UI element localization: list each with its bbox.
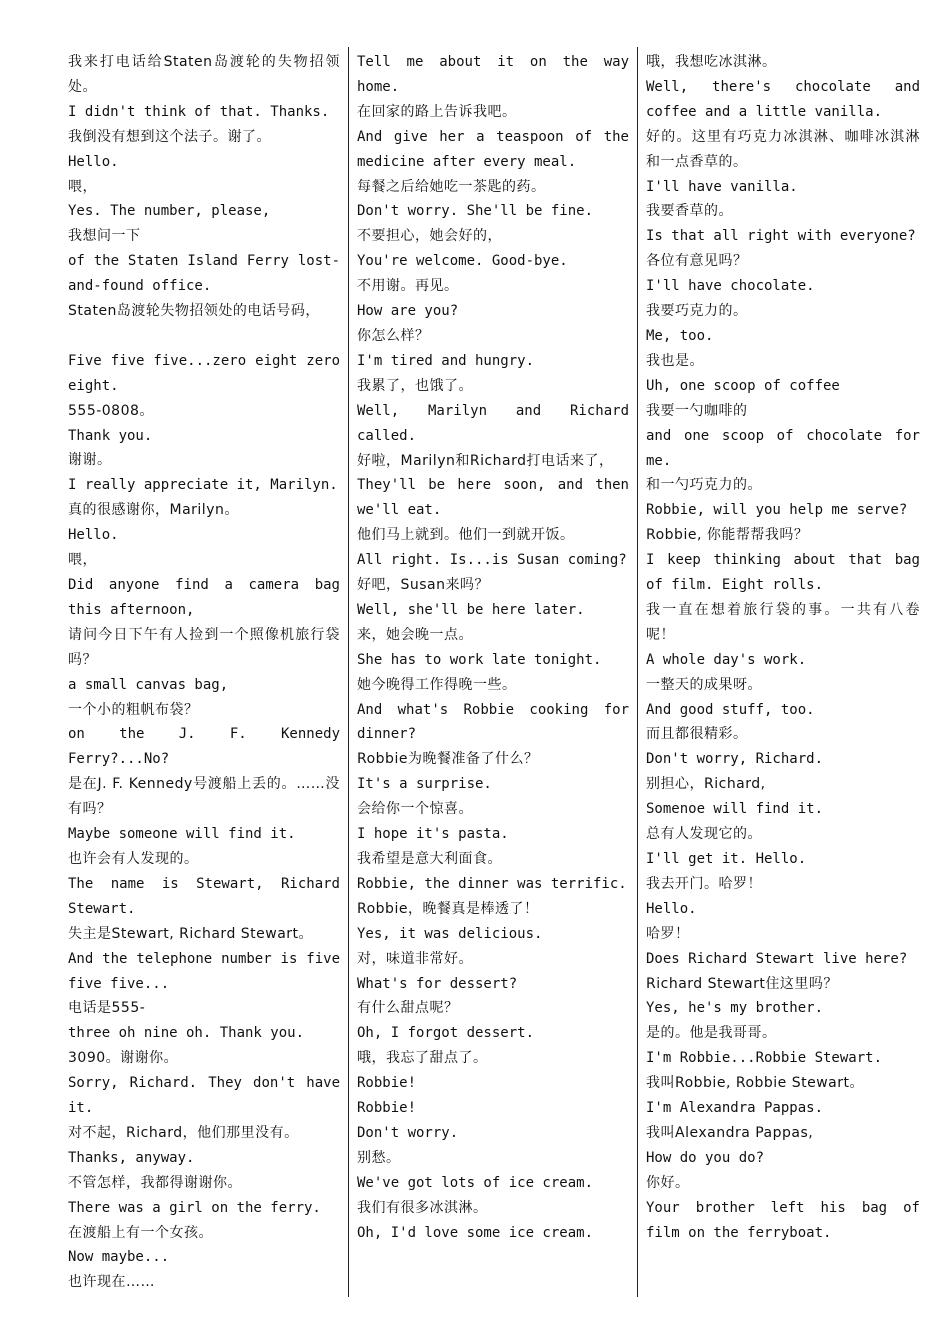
dialogue-line: Robbie, the dinner was terrific. (357, 875, 627, 892)
dialogue-line: 谢谢。 (68, 452, 112, 469)
dialogue-line: 我叫Alexandra Pappas, (646, 1124, 814, 1141)
dialogue-line: Sorry, Richard. They don't have it. (68, 1075, 340, 1117)
dialogue-line: 你怎么样？ (357, 327, 430, 344)
dialogue-line (68, 324, 340, 349)
dialogue-line: And what's Robbie cooking for dinner? (357, 701, 629, 743)
dialogue-line: Well, Marilyn and Richard called. (357, 402, 629, 444)
dialogue-line: Robbie! (357, 1075, 417, 1092)
dialogue-line: Hello. (68, 527, 119, 544)
dialogue-line: 每餐之后给她吃一茶匙的药。 (357, 178, 546, 195)
dialogue-line: 你好。 (646, 1174, 690, 1191)
dialogue-line: 一个小的粗帆布袋？ (68, 701, 199, 718)
dialogue-line: And give her a teaspoon of the medicine after every meal. (357, 128, 629, 170)
dialogue-line: I'm Robbie...Robbie Stewart. (646, 1050, 883, 1067)
dialogue-line: 555-0808。 (68, 402, 154, 419)
dialogue-line: 对不起，Richard，他们那里没有。 (68, 1124, 299, 1141)
dialogue-line: on the J. F. Kennedy Ferry?...No? (68, 726, 340, 768)
dialogue-line: 我要巧克力的。 (646, 303, 748, 320)
document-page (60, 47, 926, 1297)
dialogue-line: Oh, I forgot dessert. (357, 1025, 535, 1042)
dialogue-line: 她今晚得工作得晚一些。 (357, 676, 517, 693)
dialogue-line: Thanks, anyway. (68, 1149, 195, 1166)
dialogue-line: Hello. (68, 153, 119, 170)
dialogue-line: Somenoe will find it. (646, 801, 824, 818)
dialogue-line: 电话是555- (68, 1000, 146, 1017)
dialogue-line: 我一直在想着旅行袋的事。一共有八卷呢！ (646, 601, 920, 643)
dialogue-line: 而且都很精彩。 (646, 726, 748, 743)
dialogue-line: 我累了，也饿了。 (357, 377, 473, 394)
dialogue-line: She has to work late tonight. (357, 651, 602, 668)
dialogue-line: You're welcome. Good-bye. (357, 253, 568, 270)
dialogue-line: Well, she'll be here later. (357, 601, 585, 618)
dialogue-line: 在回家的路上告诉我吧。 (357, 103, 517, 120)
dialogue-line: Does Richard Stewart live here? (646, 950, 908, 967)
dialogue-line: 哦，我忘了甜点了。 (357, 1050, 488, 1067)
dialogue-line: The name is Stewart, Richard Stewart. (68, 875, 340, 917)
dialogue-line: 不管怎样，我都得谢谢你。 (68, 1174, 242, 1191)
dialogue-line: 哦，我想吃冰淇淋。 (646, 54, 777, 70)
dialogue-line: a small canvas bag, (68, 676, 229, 693)
dialogue-line: 不用谢。再见。 (357, 278, 459, 295)
dialogue-line: Did anyone find a camera bag this afternoon, (68, 577, 340, 618)
text-column-2 (349, 47, 638, 1297)
dialogue-line: 喂， (68, 552, 97, 569)
dialogue-line: Maybe someone will find it. (68, 826, 296, 843)
dialogue-line: Hello. (646, 900, 697, 917)
dialogue-line: 请问今日下午有人捡到一个照像机旅行袋吗？ (68, 626, 340, 668)
dialogue-line: Don't worry, Richard. (646, 751, 824, 768)
dialogue-line: Don't worry. (357, 1124, 459, 1141)
dialogue-line: Now maybe... (68, 1249, 170, 1266)
dialogue-line: How are you? (357, 303, 459, 320)
dialogue-line: Robbie! (357, 1100, 417, 1117)
dialogue-line: 好吧，Susan来吗？ (357, 577, 490, 594)
dialogue-line: 也许会有人发现的。 (68, 850, 199, 867)
dialogue-line: 3090。谢谢你。 (68, 1050, 179, 1067)
dialogue-line: It's a surprise. (357, 776, 492, 793)
dialogue-line: There was a girl on the ferry. (68, 1199, 321, 1216)
dialogue-line: 和一勺巧克力的。 (646, 477, 762, 494)
dialogue-line: 我也是。 (646, 352, 704, 369)
dialogue-line: Me, too. (646, 327, 714, 344)
dialogue-line: Robbie, will you help me serve? (646, 502, 908, 519)
dialogue-line: 也许现在…… (68, 1274, 155, 1291)
dialogue-line: 哈罗！ (646, 925, 690, 942)
dialogue-line: 是在J. F. Kennedy号渡船上丢的。……没有吗？ (68, 776, 340, 818)
dialogue-line: 我要香草的。 (646, 203, 733, 220)
dialogue-line: What's for dessert? (357, 975, 518, 992)
dialogue-line: I hope it's pasta. (357, 826, 509, 843)
dialogue-line: How do you do? (646, 1149, 765, 1166)
dialogue-line: 好的。这里有巧克力冰淇淋、咖啡冰淇淋和一点香草的。 (646, 128, 920, 170)
text-column-3 (638, 47, 926, 1297)
dialogue-line: I'm tired and hungry. (357, 352, 535, 369)
dialogue-line: Yes, it was delicious. (357, 925, 543, 942)
dialogue-line: Yes. The number, please, (68, 203, 271, 220)
dialogue-line: We've got lots of ice cream. (357, 1174, 594, 1191)
dialogue-line: 来，她会晚一点。 (357, 626, 473, 643)
dialogue-line: And the telephone number is five five five... (68, 950, 340, 992)
dialogue-line: 总有人发现它的。 (646, 826, 762, 843)
dialogue-line: I'll have chocolate. (646, 278, 815, 295)
dialogue-line: 真的很感谢你，Marilyn。 (68, 502, 239, 519)
dialogue-line: Well, there's chocolate and coffee and a little vanilla. (646, 78, 920, 120)
dialogue-line: I'm Alexandra Pappas. (646, 1100, 824, 1117)
dialogue-line: Oh, I'd love some ice cream. (357, 1224, 594, 1241)
dialogue-line: Uh, one scoop of coffee (646, 377, 840, 394)
dialogue-line: 好啦，Marilyn和Richard打电话来了， (357, 452, 614, 469)
dialogue-line: I really appreciate it, Marilyn. (68, 477, 338, 494)
dialogue-line: All right. Is...is Susan coming? (357, 552, 627, 569)
dialogue-line: three oh nine oh. Thank you. (68, 1025, 305, 1042)
dialogue-line: Robbie为晚餐准备了什么？ (357, 751, 539, 768)
dialogue-line: 我去开门。哈罗！ (646, 875, 762, 892)
dialogue-line: 他们马上就到。他们一到就开饭。 (357, 527, 575, 544)
dialogue-line: 我倒没有想到这个法子。谢了。 (68, 128, 271, 145)
dialogue-line: Your brother left his bag of film on the ferryboat. (646, 1199, 920, 1241)
dialogue-line: 在渡船上有一个女孩。 (68, 1224, 213, 1241)
dialogue-line: I didn't think of that. Thanks. (68, 103, 330, 120)
dialogue-line: 失主是Stewart, Richard Stewart。 (68, 925, 314, 942)
dialogue-line: Richard Stewart住这里吗？ (646, 975, 838, 992)
dialogue-line: Robbie, 你能帮帮我吗？ (646, 527, 809, 544)
dialogue-line: 我叫Robbie, Robbie Stewart。 (646, 1075, 864, 1092)
dialogue-line: and one scoop of chocolate for me. (646, 427, 920, 469)
dialogue-line: 喂， (68, 178, 97, 195)
text-column-1 (60, 47, 349, 1297)
dialogue-line: Don't worry. She'll be fine. (357, 203, 594, 220)
dialogue-line: of the Staten Island Ferry lost-and-found office. (68, 253, 340, 295)
dialogue-line: 有什么甜点呢？ (357, 1000, 459, 1017)
dialogue-line: 不要担心，她会好的， (357, 228, 502, 245)
dialogue-line: Tell me about it on the way home. (357, 54, 629, 95)
dialogue-line: 一整天的成果呀。 (646, 676, 762, 693)
dialogue-line: 是的。他是我哥哥。 (646, 1025, 777, 1042)
dialogue-line: 我希望是意大利面食。 (357, 851, 502, 867)
dialogue-line: I keep thinking about that bag of film. Eight rolls. (646, 552, 920, 594)
dialogue-line: I'll have vanilla. (646, 178, 798, 195)
dialogue-line: 各位有意见吗？ (646, 253, 748, 270)
dialogue-line: 我们有很多冰淇淋。 (357, 1199, 488, 1216)
dialogue-line: 别担心，Richard, (646, 776, 766, 793)
dialogue-line: 会给你一个惊喜。 (357, 801, 473, 818)
dialogue-line: Five five five...zero eight zero eight. (68, 352, 340, 394)
dialogue-line: And good stuff, too. (646, 701, 815, 718)
dialogue-line: 对，味道非常好。 (357, 950, 473, 967)
dialogue-line: Is that all right with everyone? (646, 228, 916, 245)
dialogue-line: They'll be here soon, and then we'll eat. (357, 477, 629, 519)
dialogue-line: Thank you. (68, 427, 153, 444)
dialogue-line: 别愁。 (357, 1149, 401, 1166)
dialogue-line: 我想问一下 (68, 228, 141, 245)
dialogue-line: A whole day's work. (646, 651, 807, 668)
dialogue-line: I'll get it. Hello. (646, 851, 807, 867)
dialogue-line: 我要一勺咖啡的 (646, 402, 748, 419)
dialogue-line: Robbie，晚餐真是棒透了！ (357, 900, 539, 917)
dialogue-line: 我来打电话给Staten岛渡轮的失物招领处。 (68, 54, 340, 95)
dialogue-line: Staten岛渡轮失物招领处的电话号码， (68, 303, 320, 320)
dialogue-line: Yes, he's my brother. (646, 1000, 824, 1017)
